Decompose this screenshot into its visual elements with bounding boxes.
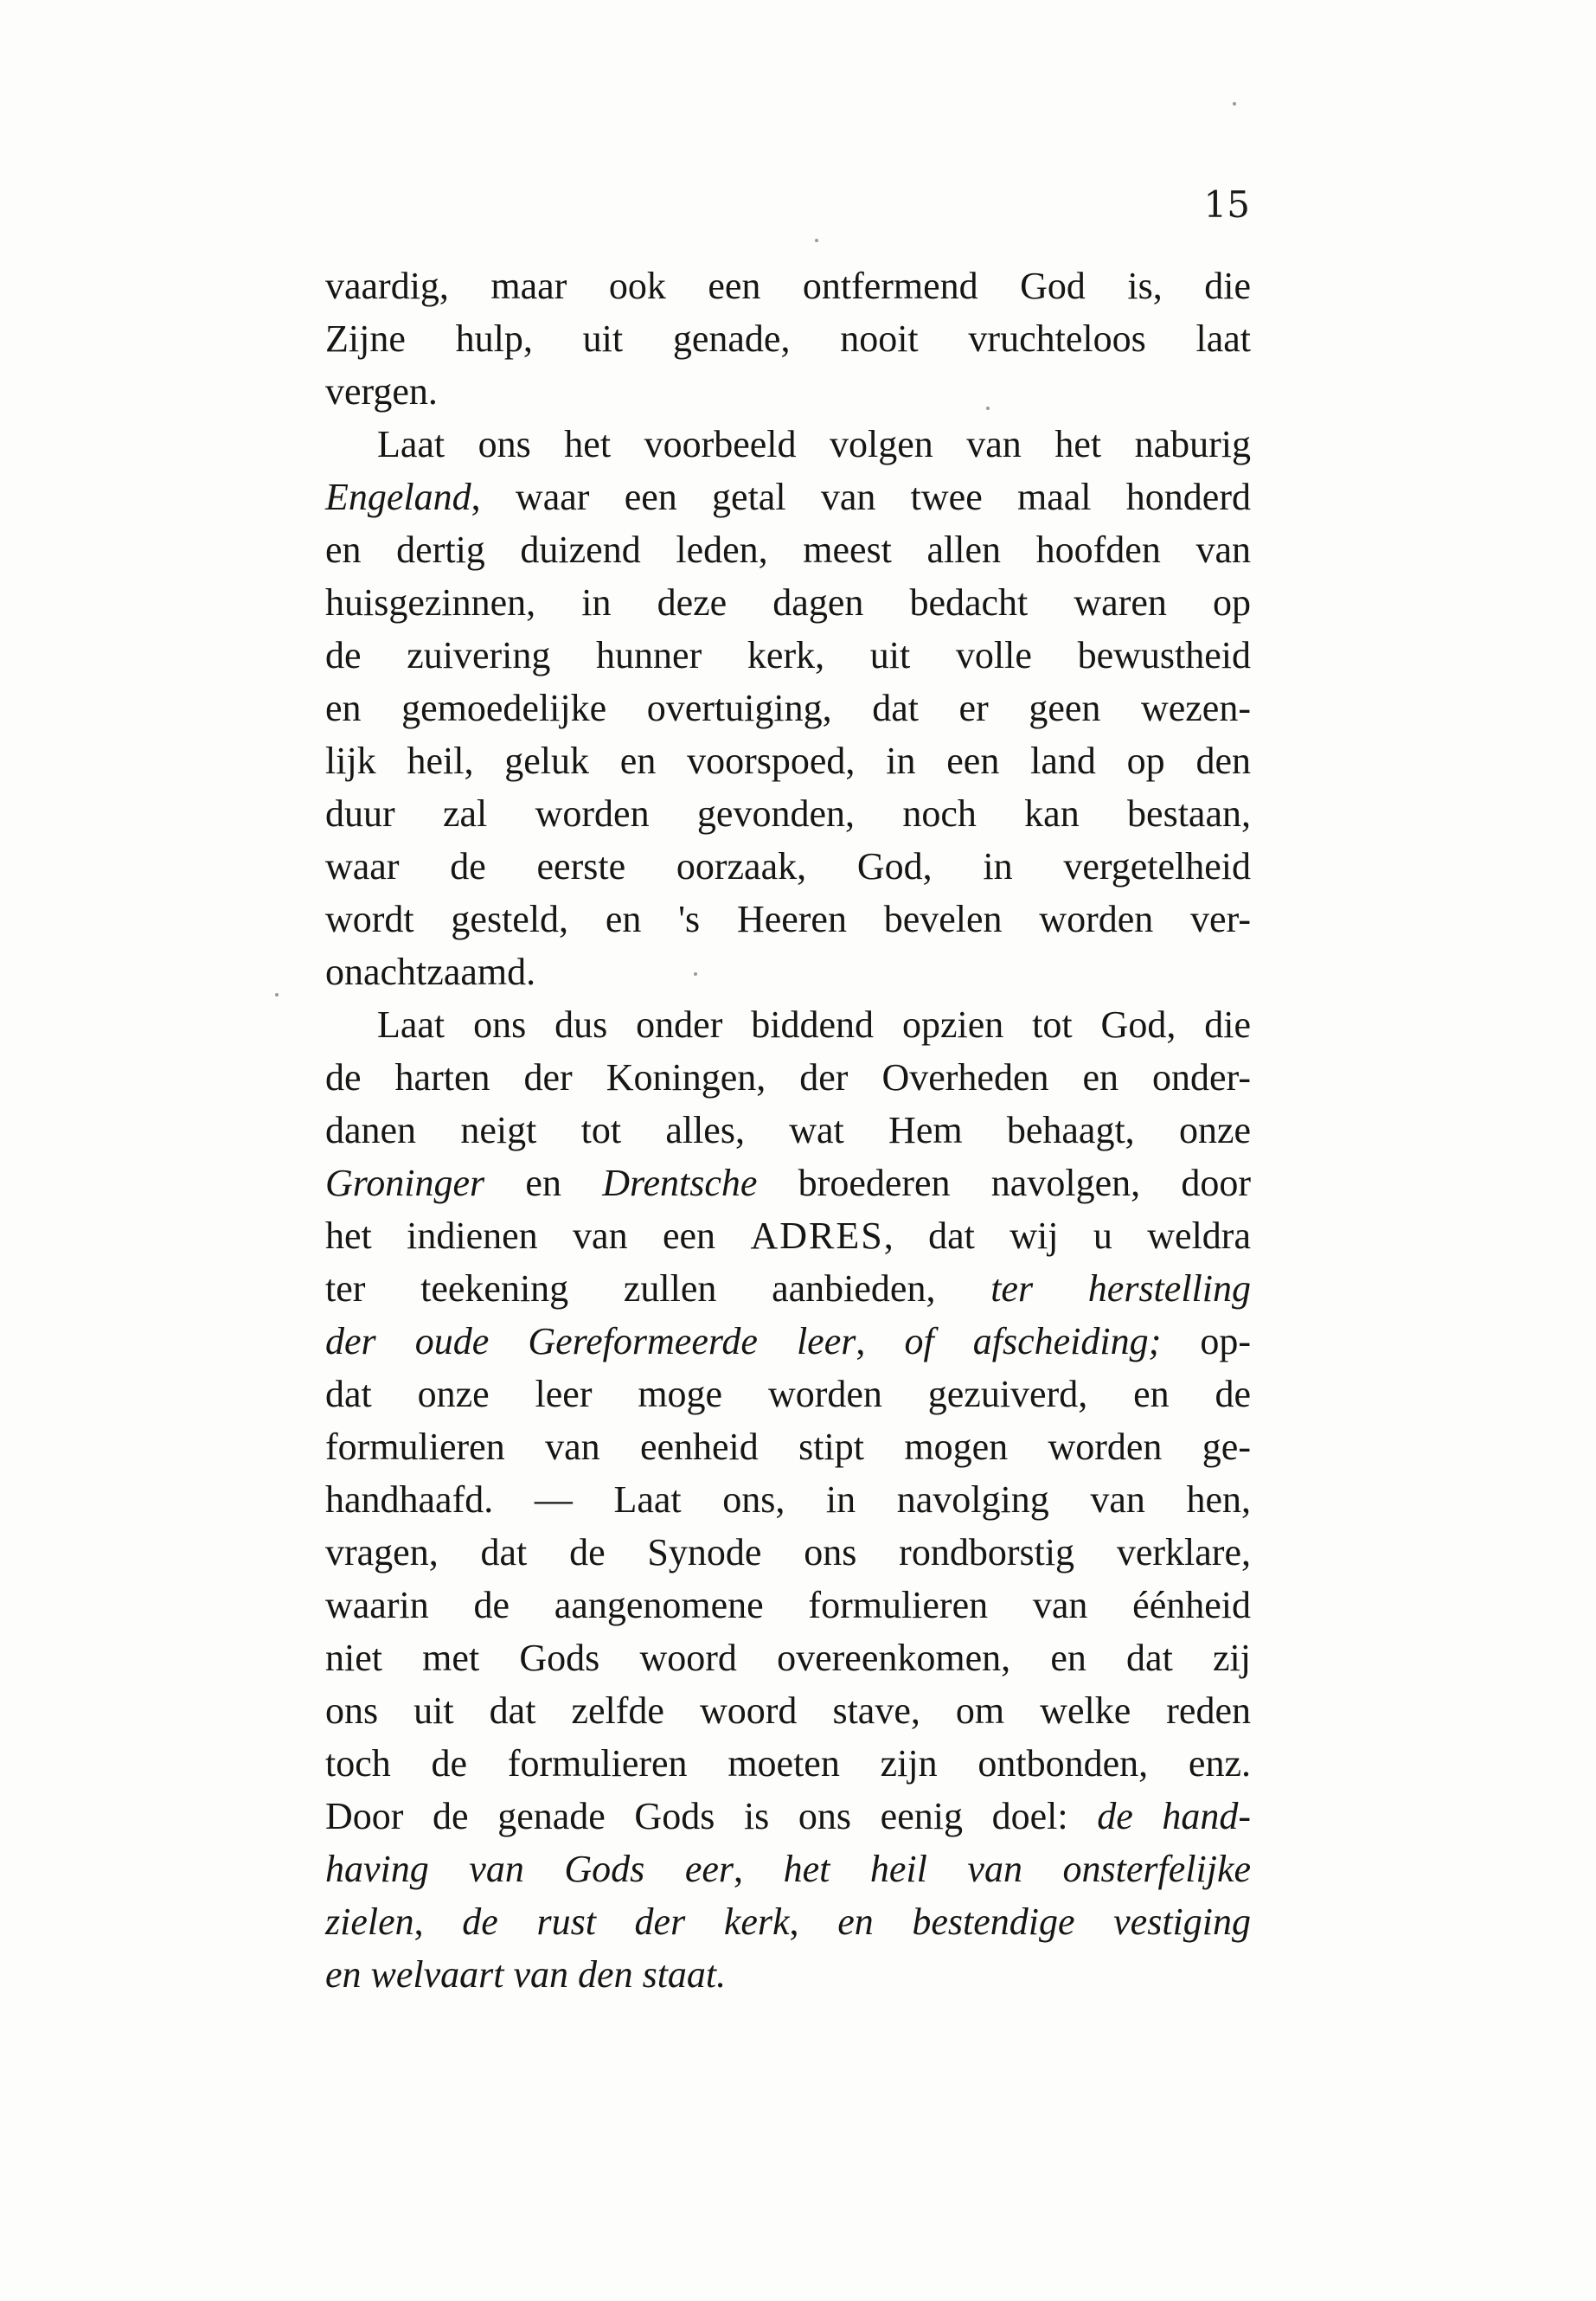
text-line: onachtzaamd. (325, 951, 536, 993)
scan-speck (275, 993, 279, 997)
text-line: ter teekening zullen aanbieden, ter herstelling (325, 1267, 1251, 1310)
text-line: danen neigt tot alles, wat Hem behaagt, onze (325, 1109, 1251, 1151)
text-line: duur zal worden gevonden, noch kan bestaan, (325, 792, 1251, 835)
text-line: Laat ons dus onder biddend opzien tot God, die (377, 1003, 1251, 1046)
text-line: en dertig duizend leden, meest allen hoofden van (325, 529, 1251, 571)
text-line: vragen, dat de Synode ons rondborstig verklare, (325, 1531, 1251, 1574)
text-line: having van Gods eer, het heil van onsterfelijke (325, 1848, 1252, 1890)
text-line: Door de genade Gods is ons eenig doel: de hand- (325, 1795, 1251, 1837)
text-line: ons uit dat zelfde woord stave, om welke reden (325, 1689, 1251, 1732)
text-line: Laat ons het voorbeeld volgen van het naburig (377, 423, 1251, 465)
body-text (325, 260, 1251, 2001)
text-line: vaardig, maar ook een ontfermend God is, die (325, 265, 1251, 307)
text-line: waar de eerste oorzaak, God, in vergetelheid (325, 845, 1251, 888)
page-number: 15 (1203, 183, 1250, 226)
scan-speck (1233, 102, 1236, 106)
text-line: zielen, de rust der kerk, en bestendige vestiging (325, 1900, 1252, 1943)
text-line: waarin de aangenomene formulieren van éénheid (325, 1584, 1251, 1626)
scan-speck (694, 972, 697, 976)
scan-speck (986, 407, 990, 410)
text-line: en welvaart van den staat. (325, 1953, 727, 1996)
text-line: der oude Gereformeerde leer, of afscheiding; op- (325, 1320, 1252, 1362)
scan-speck (815, 239, 818, 242)
text-line: en gemoedelijke overtuiging, dat er geen wezen- (325, 687, 1251, 729)
text-line: vergen. (325, 370, 438, 413)
text-line: toch de formulieren moeten zijn ontbonden, enz. (325, 1742, 1251, 1785)
text-line: dat onze leer moge worden gezuiverd, en de (325, 1373, 1251, 1415)
text-line: Zijne hulp, uit genade, nooit vruchteloos laat (325, 317, 1251, 360)
text-line: de harten der Koningen, der Overheden en onder- (325, 1056, 1251, 1099)
text-line: formulieren van eenheid stipt mogen worden ge- (325, 1426, 1251, 1468)
text-line: handhaafd. — Laat ons, in navolging van hen, (325, 1478, 1251, 1521)
text-line: niet met Gods woord overeenkomen, en dat zij (325, 1637, 1251, 1679)
text-line: huisgezinnen, in deze dagen bedacht waren op (325, 581, 1251, 624)
text-line: wordt gesteld, en 's Heeren bevelen worden ver- (325, 898, 1251, 940)
text-line: het indienen van een ADRES, dat wij u weldra (325, 1215, 1251, 1257)
text-line: Engeland, waar een getal van twee maal honderd (325, 476, 1251, 518)
text-line: Groninger en Drentsche broederen navolgen, door (325, 1162, 1252, 1204)
text-line: lijk heil, geluk en voorspoed, in een land op den (325, 740, 1251, 782)
text-line: de zuivering hunner kerk, uit volle bewustheid (325, 634, 1251, 676)
